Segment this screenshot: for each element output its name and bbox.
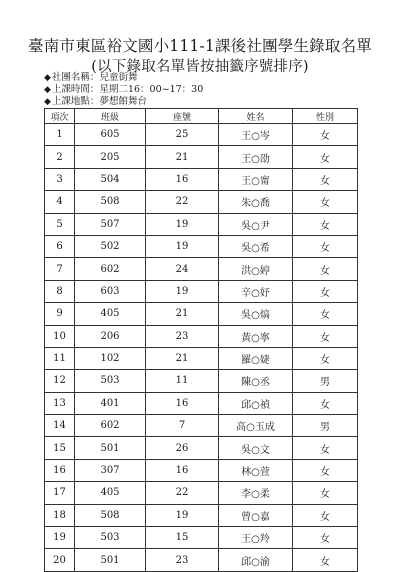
- cell-name: 黃○寧: [219, 325, 293, 347]
- cell-name: 陳○丞: [219, 370, 293, 392]
- cell-class: 605: [75, 124, 146, 146]
- cell-gender: 女: [293, 168, 358, 190]
- cell-class: 503: [75, 527, 146, 549]
- cell-gender: 女: [293, 504, 358, 526]
- cell-index: 13: [45, 392, 75, 414]
- cell-seat: 21: [146, 347, 219, 369]
- info-class-location: [44, 96, 147, 108]
- cell-index: 18: [45, 504, 75, 526]
- cell-index: 19: [45, 527, 75, 549]
- cell-seat: 22: [146, 482, 219, 504]
- cell-gender: 女: [293, 392, 358, 414]
- table-row: [45, 415, 358, 437]
- cell-class: 602: [75, 258, 146, 280]
- cell-seat: 19: [146, 280, 219, 302]
- info-label: 上課時間：: [51, 84, 100, 95]
- table-row: [45, 459, 358, 481]
- cell-class: 307: [75, 459, 146, 481]
- cell-gender: 女: [293, 235, 358, 257]
- diamond-bullet-icon: ◆: [44, 97, 51, 107]
- cell-class: 508: [75, 504, 146, 526]
- cell-name: 林○萱: [219, 459, 293, 481]
- cell-class: 102: [75, 347, 146, 369]
- table-row: [45, 303, 358, 325]
- header-index: 項次: [45, 109, 75, 124]
- cell-index: 2: [45, 146, 75, 168]
- cell-index: 11: [45, 347, 75, 369]
- table-row: [45, 235, 358, 257]
- table-row: [45, 549, 358, 571]
- cell-seat: 16: [146, 392, 219, 414]
- cell-index: 5: [45, 213, 75, 235]
- cell-index: 1: [45, 124, 75, 146]
- admission-table: [44, 108, 358, 572]
- cell-seat: 22: [146, 191, 219, 213]
- table-row: [45, 124, 358, 146]
- cell-seat: 25: [146, 124, 219, 146]
- cell-seat: 21: [146, 146, 219, 168]
- cell-seat: 11: [146, 370, 219, 392]
- cell-index: 16: [45, 459, 75, 481]
- cell-gender: 女: [293, 437, 358, 459]
- page-subtitle: (以下錄取名單皆按抽籤序號排序): [91, 59, 309, 75]
- cell-class: 405: [75, 482, 146, 504]
- cell-name: 王○甯: [219, 168, 293, 190]
- cell-index: 3: [45, 168, 75, 190]
- cell-class: 507: [75, 213, 146, 235]
- cell-gender: 男: [293, 370, 358, 392]
- cell-class: 405: [75, 303, 146, 325]
- cell-name: 吳○希: [219, 235, 293, 257]
- cell-class: 508: [75, 191, 146, 213]
- cell-gender: 女: [293, 280, 358, 302]
- info-class-time: [44, 84, 203, 96]
- table-row: [45, 527, 358, 549]
- cell-name: 邱○禎: [219, 392, 293, 414]
- table-body: [45, 124, 358, 572]
- cell-index: 8: [45, 280, 75, 302]
- cell-seat: 24: [146, 258, 219, 280]
- cell-name: 王○劭: [219, 146, 293, 168]
- cell-name: 吳○文: [219, 437, 293, 459]
- cell-name: 辛○妤: [219, 280, 293, 302]
- cell-gender: 女: [293, 191, 358, 213]
- table-row: [45, 437, 358, 459]
- page-title: 臺南市東區裕文國小111-1課後社團學生錄取名單: [28, 37, 372, 55]
- cell-class: 502: [75, 235, 146, 257]
- table-row: [45, 146, 358, 168]
- cell-seat: 15: [146, 527, 219, 549]
- table-row: [45, 213, 358, 235]
- cell-class: 205: [75, 146, 146, 168]
- cell-class: 206: [75, 325, 146, 347]
- cell-gender: 女: [293, 459, 358, 481]
- cell-index: 6: [45, 235, 75, 257]
- table-row: [45, 280, 358, 302]
- cell-gender: 女: [293, 347, 358, 369]
- cell-seat: 19: [146, 235, 219, 257]
- cell-class: 503: [75, 370, 146, 392]
- cell-name: 洪○婷: [219, 258, 293, 280]
- table-row: [45, 258, 358, 280]
- cell-name: 高○玉成: [219, 415, 293, 437]
- header-class: 班級: [75, 109, 146, 124]
- table-row: [45, 325, 358, 347]
- table-row: [45, 392, 358, 414]
- cell-index: 10: [45, 325, 75, 347]
- cell-index: 9: [45, 303, 75, 325]
- info-label: 上課地點：: [51, 96, 100, 107]
- header-name: 姓名: [219, 109, 293, 124]
- info-label: 社團名稱：: [51, 72, 100, 83]
- cell-gender: 男: [293, 415, 358, 437]
- cell-class: 501: [75, 437, 146, 459]
- cell-index: 14: [45, 415, 75, 437]
- cell-index: 7: [45, 258, 75, 280]
- cell-class: 504: [75, 168, 146, 190]
- cell-seat: 23: [146, 549, 219, 571]
- info-club-name: [44, 72, 137, 84]
- cell-class: 603: [75, 280, 146, 302]
- cell-name: 邱○渝: [219, 549, 293, 571]
- cell-gender: 女: [293, 124, 358, 146]
- cell-seat: 26: [146, 437, 219, 459]
- cell-seat: 21: [146, 303, 219, 325]
- cell-index: 12: [45, 370, 75, 392]
- cell-name: 吳○熇: [219, 303, 293, 325]
- cell-index: 15: [45, 437, 75, 459]
- info-value: 星期二16：00~17：30: [99, 84, 204, 95]
- cell-name: 朱○喬: [219, 191, 293, 213]
- cell-seat: 19: [146, 504, 219, 526]
- diamond-bullet-icon: ◆: [44, 73, 51, 83]
- table-row: [45, 347, 358, 369]
- cell-gender: 女: [293, 146, 358, 168]
- cell-name: 王○岑: [219, 124, 293, 146]
- table-row: [45, 370, 358, 392]
- cell-name: 曾○嘉: [219, 504, 293, 526]
- cell-gender: 女: [293, 549, 358, 571]
- table-row: [45, 168, 358, 190]
- cell-class: 401: [75, 392, 146, 414]
- cell-class: 501: [75, 549, 146, 571]
- cell-gender: 女: [293, 303, 358, 325]
- table-row: [45, 482, 358, 504]
- header-seat: 座號: [146, 109, 219, 124]
- cell-gender: 女: [293, 527, 358, 549]
- cell-name: 吳○尹: [219, 213, 293, 235]
- header-gender: 性別: [293, 109, 358, 124]
- info-value: 兒童街舞: [99, 72, 138, 83]
- cell-gender: 女: [293, 482, 358, 504]
- table-row: [45, 191, 358, 213]
- info-value: 夢想館舞台: [99, 96, 147, 107]
- cell-gender: 女: [293, 325, 358, 347]
- cell-gender: 女: [293, 213, 358, 235]
- table-row: [45, 504, 358, 526]
- cell-seat: 7: [146, 415, 219, 437]
- cell-index: 4: [45, 191, 75, 213]
- cell-index: 20: [45, 549, 75, 571]
- cell-name: 羅○婕: [219, 347, 293, 369]
- diamond-bullet-icon: ◆: [44, 85, 51, 95]
- cell-name: 王○羚: [219, 527, 293, 549]
- cell-seat: 16: [146, 459, 219, 481]
- cell-name: 李○柔: [219, 482, 293, 504]
- cell-seat: 16: [146, 168, 219, 190]
- cell-gender: 女: [293, 258, 358, 280]
- cell-index: 17: [45, 482, 75, 504]
- cell-class: 602: [75, 415, 146, 437]
- cell-seat: 19: [146, 213, 219, 235]
- table-header-row: [45, 109, 358, 124]
- cell-seat: 23: [146, 325, 219, 347]
